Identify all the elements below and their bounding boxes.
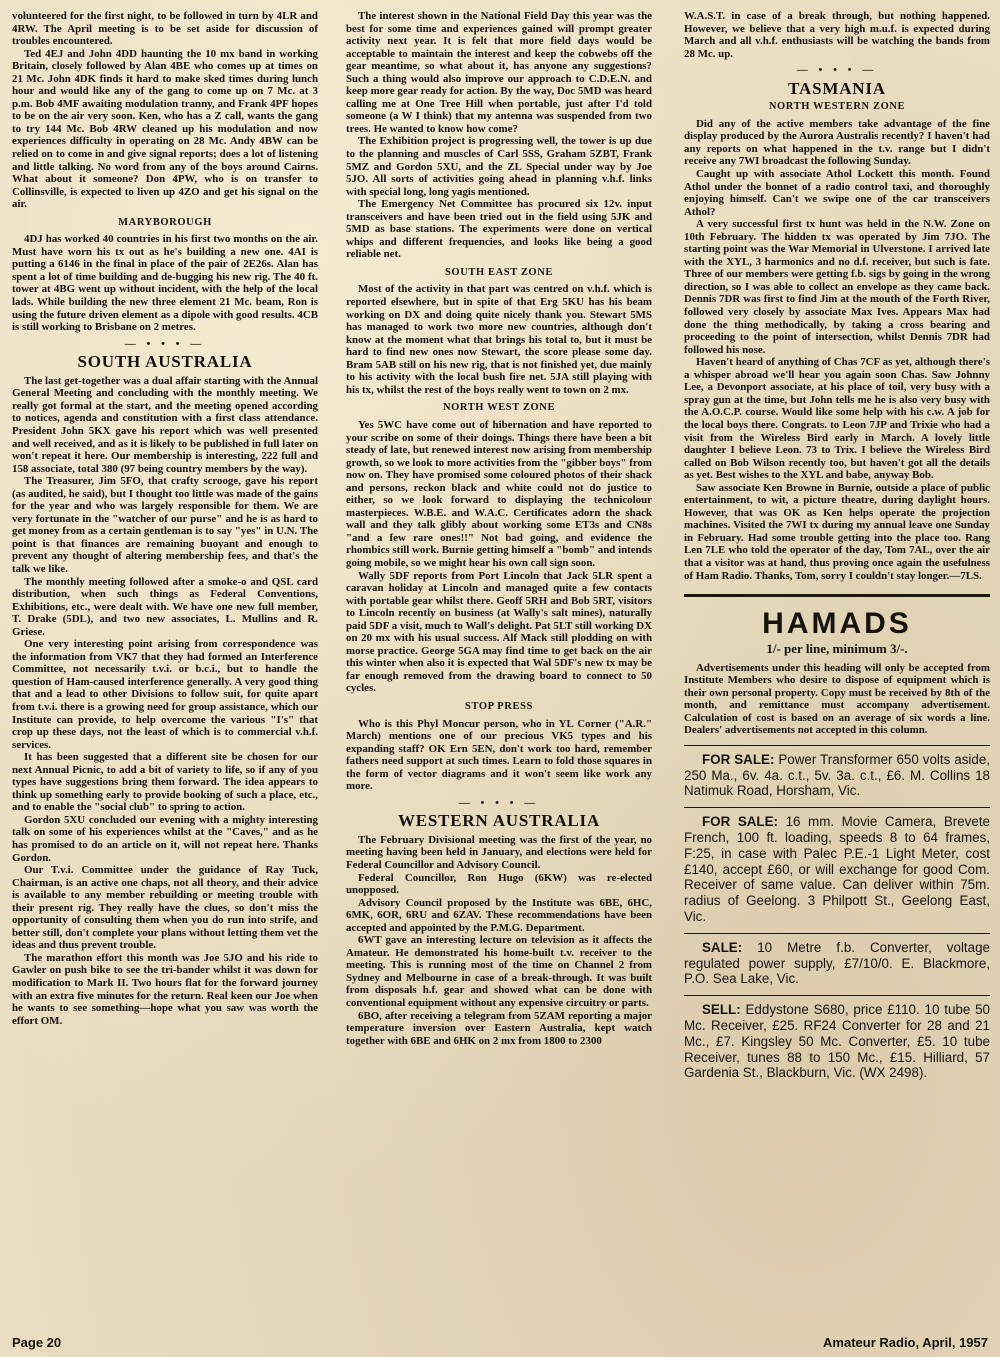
- section-heading-western-australia: WESTERN AUSTRALIA: [397, 811, 601, 831]
- column-3: [684, 10, 990, 1081]
- ad-body: 10 Metre f.b. Converter, voltage regulated power supply, £7/10/0. E. Blackmore, P.O. Sea Lake, Vic.: [684, 939, 990, 987]
- separator: — • • • —: [796, 64, 878, 77]
- hamads-title: HAMADS: [762, 607, 912, 641]
- paragraph: The Emergency Net Committee has procured six 12v. input transceivers and have been tried out in the field using 5JK and 5MD as base stations. The experiments were done on vertical whips and different frequencies, and looks like being a good reliable net.: [346, 198, 652, 261]
- paragraph: Most of the activity in that part was centred on v.h.f. which is reported elsewhere, but in spite of that Erg 5KU has his beam working on DX and doing quite nicely thank you. Stewart 5MS has managed to work two more new countries, although don't know at the moment what that brings his total to, but it must be hard to find new ones now Stewart, the score please some day. Bram 5AB still on his new rig, that is not finished yet, due mainly to his activity with the local bush fire net. 5JA still playing with his tx, whilst the rest of the boys really went to town on 2 mx.: [346, 283, 652, 396]
- paragraph: W.A.S.T. in case of a break through, but nothing happened. However, we believe that a very high m.u.f. is expected during March and all v.h.f. enthusiasts will be watching the bands from 28 Mc. up.: [684, 10, 990, 60]
- subheading-stop-press: STOP PRESS: [465, 700, 533, 712]
- ad-heading: SALE:: [702, 939, 743, 955]
- subheading-maryborough: MARYBOROUGH: [118, 216, 212, 228]
- classified-ad: [684, 807, 990, 925]
- paragraph: Yes 5WC have come out of hibernation and have reported to your scribe on some of their doings. Things there have been a bit steady of late, but renewed interest now arising from membership growth, so we look to more activities from the "gibber boys" from now on. They have promised some coloured photos of their shack and persons, reckon black and white could not do justice to either, so we look forward to displaying the technicolour masterpieces. W.B.E. and W.A.C. Certificates adorn the shack wall and they talk glibly about working some ET3s and CN8s "and a few rare ones!!" Not bad going, and evidence the rhombics still work. Burnie getting himself a "bomb" and intends going mobile, so we might hear his own call sign soon.: [346, 418, 652, 569]
- paragraph: A very successful first tx hunt was held in the N.W. Zone on 10th February. The hidden tx was operated by Jim 7JO. The starting point was the War Memorial in Ulverstone. I arrived late with the XYL, 3 harmonics and no d.f. receiver, but such is fate. Three of our members were getting f.b. sigs by going in the wrong direction, so I was able to collect an envelope as they came back. Dennis 7DR was first to find Jim at the mouth of the Forth River, followed very closely by associate Max Ives. Appears Max had done the thing methodically, by taking a cross bearing and proceeding to the point of intersection, whilst Dennis 7DR had followed his nose.: [684, 218, 990, 356]
- paragraph: The last get-together was a dual affair starting with the Annual General Meeting and concluding with the monthly meeting. We really got formal at the start, and the meeting opened according to notices, agenda and constitution with a first class attendance. President John 5KX gave his report which was well presented and well received, and as it is likely to be published in full later on won't repeat it here. Our membership is interesting, 222 full and 158 associate, total 380 (97 being country members by the way).: [12, 374, 318, 475]
- ad-heading: SELL:: [702, 1002, 741, 1018]
- column-1: [12, 10, 318, 1027]
- hamads-top-rule: [684, 594, 990, 597]
- subheading-north-west-zone: NORTH WEST ZONE: [442, 402, 556, 414]
- classified-ad: [684, 745, 990, 799]
- paragraph: Wally 5DF reports from Port Lincoln that Jack 5LR spent a caravan holiday at Lincoln and managed quite a few contacts with portable gear whilst there. Geoff 5RH and Bob 5RT, visitors to Lincoln recently on business (at Wally's salt mines), naturally paid 5DF a visit, much to Wall's delight. Pat 5LT still working DX on 20 mx with his usual success. Alf Mack still plodding on with morse practice. George 5GA may find time to get back on the air this winter when also it is expected that Wal 5DF's new tx may be far enough removed from the drawing board to connect to 50 cycles.: [346, 569, 652, 695]
- classified-ad: [684, 995, 990, 1081]
- paragraph: The monthly meeting followed after a smoke-o and QSL card distribution, when such things as Federal Conventions, Exhibitions, etc., were dealt with. We have one new full member, T. Drake (5DL), and two new associates, L. Mullins and R. Griese.: [12, 575, 318, 638]
- paragraph: Who is this Phyl Moncur person, who in YL Corner ("A.R." March) mentions one of our precious VK5 types and his expanding staff? OK Ern 5EN, don't work too hard, remember fathers need support at such times. Learn to fold those squares in the form of vector diagrams and it won't seem like work any more.: [346, 717, 652, 793]
- section-heading-south-australia: SOUTH AUSTRALIA: [77, 352, 253, 372]
- ad-body: Power Transformer 650 volts aside, 250 Ma., 6v. 4a. c.t., 5v. 3a. c.t., £6. M. Collins 18 Natimuk Road, Horsham, Vic.: [684, 751, 990, 799]
- section-heading-tasmania: TASMANIA: [788, 78, 886, 98]
- paragraph: 6BO, after receiving a telegram from 5ZAM reporting a major temperature inversion over Eastern Australia, kept watch together with 6BE and 6HK on 2 mx from 1800 to 2300: [346, 1009, 652, 1047]
- paragraph: The interest shown in the National Field Day this year was the best for some time and experiences gained will prompt greater activity next year. It is felt that more field days would be acceptable to maintain the interest and keep the cobwebs off the gear meantime, so what about it, has anyone any suggestions? Such a thing would also improve our approach to C.D.E.N. and keep more gear ready for action. By the way, Doc 5MD was heard calling me at One Tree Hill when portable, just after I'd told someone (a W I think) that my antenna was suspended from two trees. He wanted to know how come?: [346, 10, 652, 135]
- paragraph: The marathon effort this month was Joe 5JO and his ride to Gawler on push bike to see the tri-bander whilst it was down for modification to Mark II. Two hours flat for the forward journey with an extra five minutes for the return. Real keen our Joe when he wants to see something—hope what you saw was worth the effort OM.: [12, 951, 318, 1027]
- paragraph: volunteered for the first night, to be followed in turn by 4LR and 4RW. The April meeting is to be set aside for discussion of troubles encountered.: [12, 10, 318, 48]
- publication-footer: Amateur Radio, April, 1957: [823, 1335, 988, 1350]
- paragraph: The February Divisional meeting was the first of the year, no meeting having been held in January, and elections were held for Federal Councillor and Advisory Council.: [346, 833, 652, 871]
- paragraph: One very interesting point arising from correspondence was the information from VK7 that they had formed an Interference Committee, not necessarily t.v.i. or b.c.i., but to handle the question of Ham-caused interference generally. A very good thing that and a lead to other Divisions to follow suit, for quite apart from t.v.i. there is a growing need for group assistance, which our Institute can provide, to help overcome the various "I's" that crop up these days, not the least of which is to commercial v.h.f. services.: [12, 638, 318, 751]
- paragraph: 6WT gave an interesting lecture on television as it affects the Amateur. He demonstrated his home-built t.v. receiver to the meeting. This is running most of the time on Channel 2 from Sydney and Melbourne in case of a break-through. It was built from disposals h.f. gear and showed what can be done with conventional equipment without any expensive circuitry or parts.: [346, 934, 652, 1010]
- page-number: Page 20: [12, 1335, 62, 1350]
- ad-body: 16 mm. Movie Camera, Brevete French, 100 ft. loading, speeds 8 to 64 frames, F:25, in case with Palec P.E.-1 Light Meter, cost £140, accept £60, or will exchange for good Com. Receiver of same value. Can deliver within 75m. radius of Geelong. 3 Philpott St., Geelong East, Vic.: [684, 814, 990, 925]
- paragraph: Caught up with associate Athol Lockett this month. Found Athol under the bonnet of a radio control taxi, and thoroughly enjoying himself. Can't we swipe one of the car transceivers Athol?: [684, 168, 990, 218]
- paragraph: Did any of the active members take advantage of the fine display produced by the Aurora Australis recently? I haven't had any reports on what happened in the t.v. range but I didn't receive any 7WI broadcast the following Sunday.: [684, 117, 990, 168]
- paragraph: Saw associate Ken Browne in Burnie, outside a place of public entertainment, to wit, a picture theatre, during daylight hours. However, that was OK as Ken helps operate the projection machines. Visited the 7WI tx during my annual leave one Sunday in February. Had some trouble getting into the place too. Rang Len 7LE who told the operator of the day, Tom 7AL, over the air that a visitor was at hand, thus proving once again the usefulness of Ham Radio. Thanks, Tom, sorry I couldn't stay longer.—7LS.: [684, 481, 990, 582]
- column-2: [346, 10, 652, 1047]
- paragraph: It has been suggested that a different site be chosen for our next Annual Picnic, to add a bit of variety to life, so if any of you types have suggestions bring them forward. The idea appears to think up something early to provide booking of such a place, etc., and to enable the "social club" to spring to action.: [12, 751, 318, 814]
- classified-ad: [684, 933, 990, 987]
- paragraph: Our T.v.i. Committee under the guidance of Ray Tuck, Chairman, is an active one chaps, not all theory, and their advice is available to any member rebuilding or meeting trouble with their present rig. They really have the clues, so don't miss the opportunity of consulting them when you do run into strife, and better still, don't complete your plans without letting them vet the ideas and thus prevent trouble.: [12, 864, 318, 952]
- paragraph: Ted 4EJ and John 4DD haunting the 10 mx band in working Britain, closely followed by Alan 4BE who comes up at times on 21 Mc. John 4DK finds it hard to make sked times during lunch hour and would like any of the gang to come up on 7 Mc. at 3 p.m. Bob 4MF awaiting modulation tranny, and Frank 4PF hopes to be on the air very soon. Ken, who has a Z call, wants the gang to try 144 Mc. Bob 4RW cleaned up his modulation and now experiences difficulty in operating on 28 Mc. Andy 4BW can be relied on to come in and give signal reports; does a lot of listening and little talking. No word from any of the boys around Cairns. What about it someone? Don 4PW, who is on transfer to Collinsville, is expected to liven up 4ZO and get his signal on the air.: [12, 47, 318, 211]
- separator: — • • • —: [124, 337, 206, 350]
- paragraph: Advisory Council proposed by the Institute was 6BE, 6HC, 6MK, 6OR, 6RU and 6ZAV. These recommendations have been accepted and appointed by the P.M.G. Department.: [346, 896, 652, 934]
- paragraph: The Treasurer, Jim 5FO, that crafty scrooge, gave his report (as audited, he said), but I thought too little was made of the gains for the year and who was largely responsible for them. We are very fortunate in the "watcher of our purse" and he is as hard to get money from as a certain gentleman is to say "yes" in U.N. The point is that finances are remaining buoyant and enough to prevent any thought of altering membership fees, and that's the talk we like.: [12, 475, 318, 575]
- ad-body: Eddystone S680, price £110. 10 tube 50 Mc. Receiver, £25. RF24 Converter for 28 and 21 Mc., £7. Kingsley 50 Mc. Converter, £5. 10 tube Receiver, tunes 88 to 150 Mc., £15. Hilliard, 57 Gardenia St., Blackburn, Vic. (WX 2498).: [684, 1002, 990, 1081]
- paragraph: Haven't heard of anything of Chas 7CF as yet, although there's a whisper abroad we'll hear you again soon Chas. Saw Johnny Lee, a Devonport associate, at his place of toil, very busy with a spray gun at the time, but John tells me he is also very busy with the A.O.C.P. course. Would like some help with his c.w. A job for the local boys there. Congrats. to Leon 7JP and Trixie who had a visit from the Wireless Bird early in March. A lovely little daughter I believe Leon. 73 to Trix. I believe the Wireless Bird called on Bob Wilson recently too, but haven't got all the details as yet. Best wishes to the XYL and babe, anyway Bob.: [684, 356, 990, 482]
- paragraph: The Exhibition project is progressing well, the tower is up due to the planning and muscles of Carl 5SS, Graham 5ZBT, Frank 5MZ and Gordon 5XU, and the ZL Special under way by Joe 5JO. All sorts of activities going ahead in planning v.h.f. links with special long, long yagis mentioned.: [346, 135, 652, 198]
- hamads-intro: [684, 662, 990, 737]
- paragraph: Gordon 5XU concluded our evening with a mighty interesting talk on some of his experiences whilst at the "Caves," and as he has promised to do an article on it, will not repeat here. Thanks Gordon.: [12, 813, 318, 864]
- subheading-south-east-zone: SOUTH EAST ZONE: [444, 266, 553, 278]
- paragraph: Federal Councillor, Ron Hugo (6KW) was re-elected unopposed.: [346, 871, 652, 897]
- ad-heading: FOR SALE:: [702, 814, 779, 830]
- subheading-north-western-zone: NORTH WESTERN ZONE: [768, 101, 906, 113]
- hamads-rate: 1/- per line, minimum 3/-.: [766, 641, 908, 657]
- paragraph: 4DJ has worked 40 countries in his first two months on the air. Must have worn his tx out as he's building a new one. 4AI is putting a 6146 in the final in place of the pair of 2E26s. Alan has spent a lot of time building and de-bugging his new rig. The 40 ft. tower at 4BG went up without incident, with the help of the local lads. While building the new three element 21 Mc. beam, Ron is using the future driven element as a dipole with good results. 4CB is still working to Brisbane on 2 metres.: [12, 233, 318, 334]
- hamads-intro-text: Advertisements under this heading will only be accepted from Institute Members who desire to dispose of equipment which is their own personal property. Copy must be received by 8th of the month, and remittance must accompany advertisement. Calculation of cost is based on an average of six words a line. Dealers' advertisements not accepted in this column.: [684, 661, 990, 737]
- separator: — • • • —: [458, 796, 540, 809]
- ad-heading: FOR SALE:: [702, 751, 775, 767]
